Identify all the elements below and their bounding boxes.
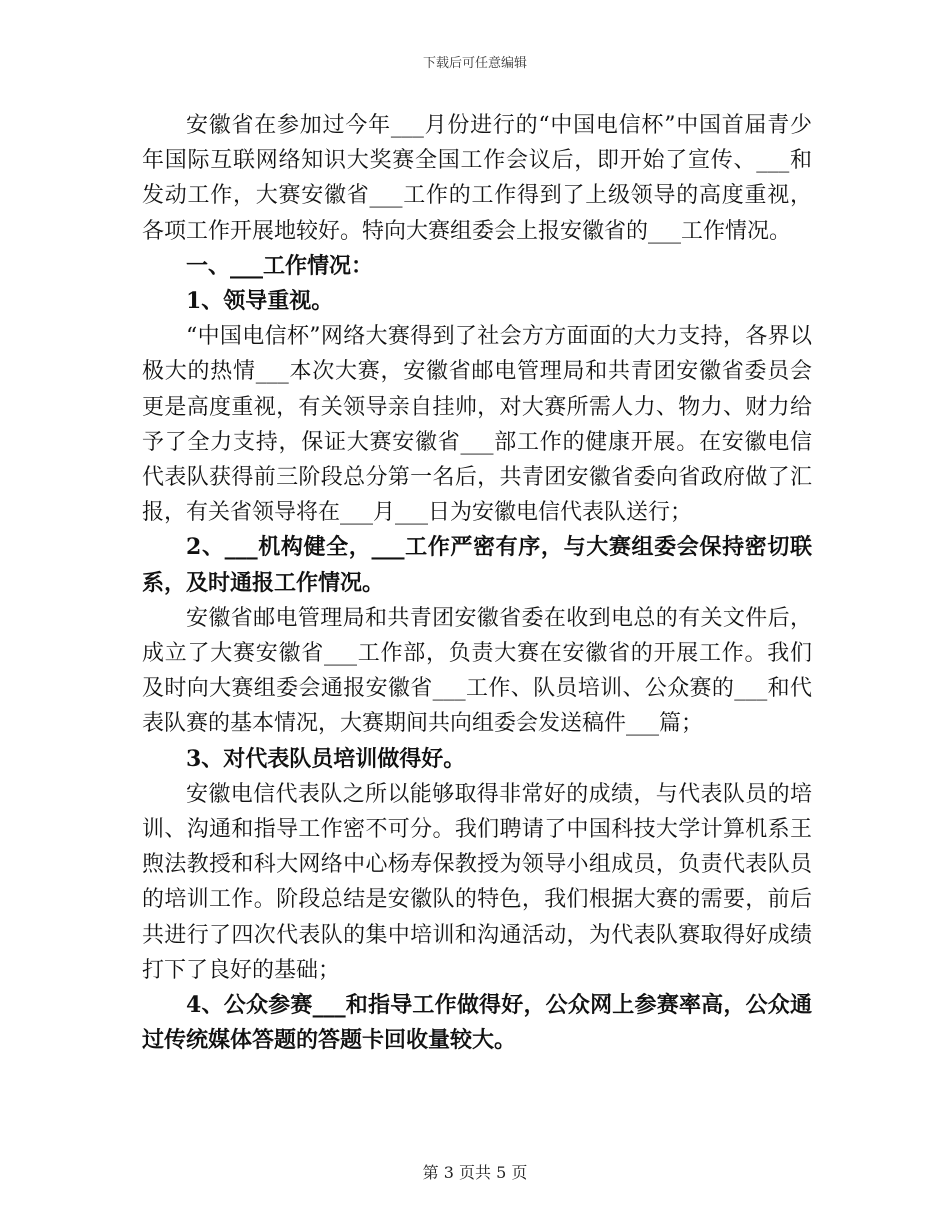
organization-paragraph: 安徽省邮电管理局和共青团安徽省委在收到电总的有关文件后，成立了大赛安徽省___工作部，负责大赛在安徽省的开展工作。我们及时向大赛组委会通报安徽省___工作、队员培训、公众赛的___和代表队赛的基本情况，大赛期间共向组委会发送稿件___篇；	[142, 605, 812, 737]
subheading-public-participation: 4、公众参赛___和指导工作做得好，公众网上参赛率高，公众通过传统媒体答题的答题卡回收量较大。	[142, 992, 812, 1054]
training-paragraph: 安徽电信代表队之所以能够取得非常好的成绩，与代表队员的培训、沟通和指导工作密不可分。我们聘请了中国科技大学计算机系王煦法教授和科大网络中心杨寿保教授为领导小组成员，负责代表队员的培训工作。阶段总结是安徽队的特色，我们根据大赛的需要，前后共进行了四次代表队的集中培训和沟通活动，为代表队赛取得好成绩打下了良好的基础；	[142, 781, 812, 983]
leadership-paragraph: “中国电信杯”网络大赛得到了社会方方面面的大力支持，各界以极大的热情___本次大赛，安徽省邮电管理局和共青团安徽省委员会更是高度重视，有关领导亲自挂帅，对大赛所需人力、物力、财力给予了全力支持，保证大赛安徽省___部工作的健康开展。在安徽电信代表队获得前三阶段总分第一名后，共青团安徽省委向省政府做了汇报，有关省领导将在___月___日为安徽电信代表队送行；	[142, 324, 812, 526]
section-heading-1: 一、___工作情况：	[186, 252, 374, 279]
subheading-leadership: 1、领导重视。	[186, 288, 334, 315]
subheading-organization: 2、___机构健全，___工作严密有序，与大赛组委会保持密切联系，及时通报工作情况。	[142, 534, 812, 596]
page-number-footer: 第 3 页共 5 页	[422, 1163, 528, 1182]
page-header: 下载后可任意编辑	[422, 56, 527, 71]
subheading-training: 3、对代表队员培训做得好。	[186, 745, 466, 772]
intro-paragraph: 安徽省在参加过今年___月份进行的“中国电信杯”中国首届青少年国际互联网络知识大奖赛全国工作会议后，即开始了宣传、___和发动工作，大赛安徽省___工作的工作得到了上级领导的高度重视，各项工作开展地较好。特向大赛组委会上报安徽省的___工作情况。	[142, 113, 812, 244]
document-body	[142, 108, 812, 1058]
